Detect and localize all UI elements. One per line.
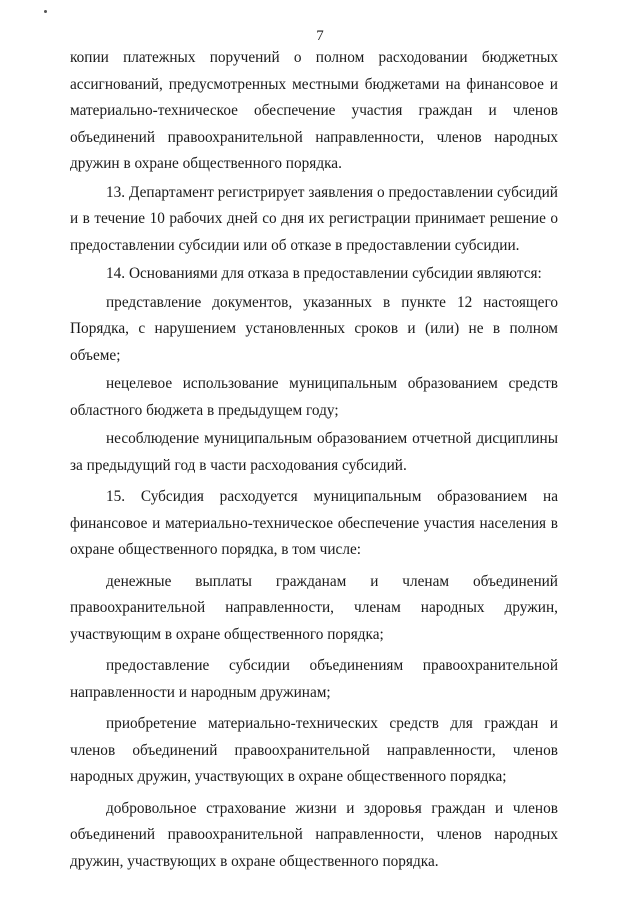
document-body xyxy=(70,45,558,877)
paragraph-subsidy-provision: предоставление субсидии объединениям правоохранительной направленности и народным дружинам; xyxy=(70,657,558,701)
scan-mark xyxy=(44,10,47,13)
paragraph-cash-payments: денежные выплаты гражданам и членам объединений правоохранительной направленности, членам народных дружин, участвующим в охране общественного порядка; xyxy=(70,572,558,643)
paragraph-item-14: 14. Основаниями для отказа в предоставлении субсидии являются: xyxy=(106,265,542,282)
paragraph-item-13: 13. Департамент регистрирует заявления о предоставлении субсидий и в течение 10 рабочих дней со дня их регистрации принимает решение о предоставлении субсидии или об отказе в предоставлении субсидии. xyxy=(70,183,558,254)
paragraph-refusal-misuse: нецелевое использование муниципальным образованием средств областного бюджета в предыдущем году; xyxy=(70,375,558,419)
paragraph-insurance: добровольное страхование жизни и здоровья граждан и членов объединений правоохранительной направленности, членов народных дружин, участвующих в охране общественного порядка. xyxy=(70,799,558,870)
page-number: 7 xyxy=(316,28,324,44)
paragraph-payment-copies: копии платежных поручений о полном расходовании бюджетных ассигнований, предусмотренных местными бюджетами на финансовое и материально-техническое обеспечение участия граждан и членов объединений правоохранительной направленности, членов народных дружин в охране общественного порядка. xyxy=(70,49,558,172)
paragraph-equipment-purchase: приобретение материально-технических средств для граждан и членов объединений правоохранительной направленности, членов народных дружин, участвующих в охране общественного порядка; xyxy=(70,715,558,785)
paragraph-refusal-documents: представление документов, указанных в пункте 12 настоящего Порядка, с нарушением установленных сроков и (или) не в полном объеме; xyxy=(70,293,558,364)
paragraph-item-15: 15. Субсидия расходуется муниципальным образованием на финансовое и материально-техническое обеспечение участия населения в охране общественного порядка, в том числе: xyxy=(70,488,558,558)
paragraph-refusal-discipline: несоблюдение муниципальным образованием отчетной дисциплины за предыдущий год в части расходования субсидий. xyxy=(70,430,558,474)
